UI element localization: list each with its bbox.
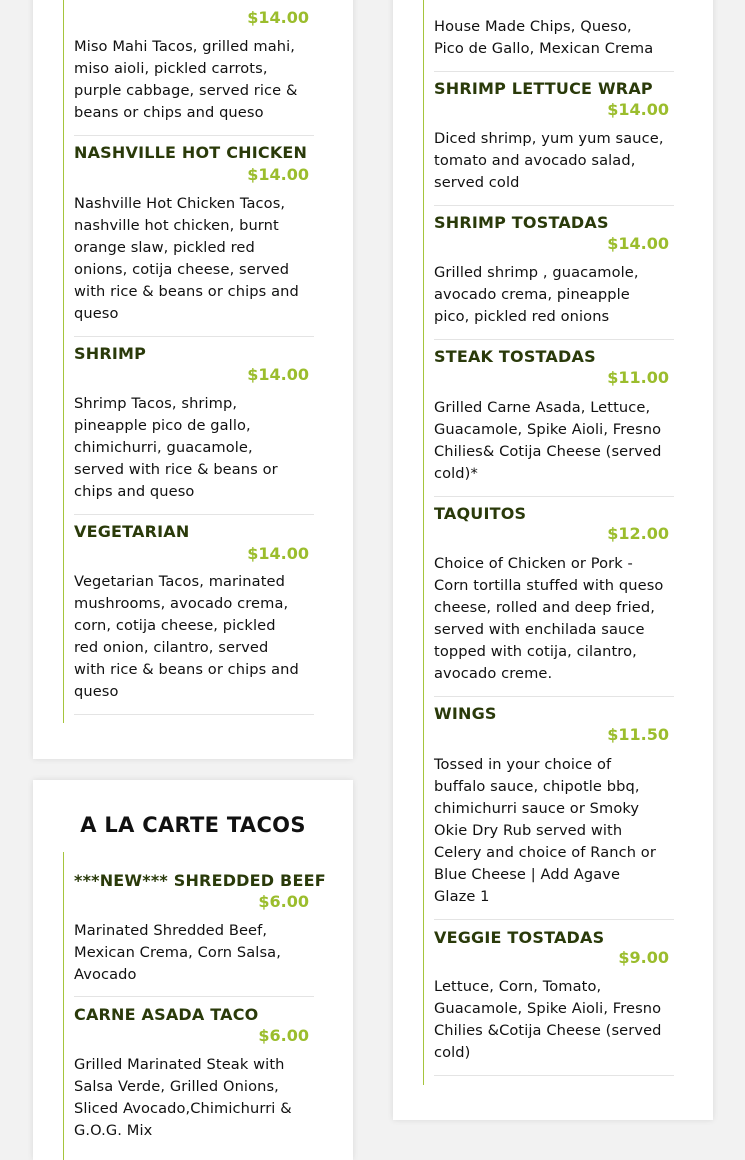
- menu-item-name: ***NEW*** SHREDDED BEEF: [74, 871, 326, 890]
- menu-item-steak-tostadas[interactable]: [434, 339, 674, 497]
- menu-item-shrimp[interactable]: [74, 336, 314, 515]
- menu-item-description: Grilled Carne Asada, Lettuce, Guacamole, Spike Aioli, Fresno Chilies& Cotija Cheese (served cold)*: [434, 399, 662, 482]
- section-title: A LA CARTE TACOS: [80, 813, 306, 837]
- menu-card-right: [393, 0, 713, 1120]
- menu-item-description: Tossed in your choice of buffalo sauce, chipotle bbq, chimichurri sauce or Smoky Okie Dry Rub served with Celery and choice of Ranch or Blue Cheese | Add Agave Glaze 1: [434, 756, 656, 905]
- menu-item-name: SHRIMP LETTUCE WRAP: [434, 79, 653, 98]
- menu-item-name: TAQUITOS: [434, 504, 527, 523]
- menu-item-description: Marinated Shredded Beef, Mexican Crema, Corn Salsa, Avocado: [74, 922, 281, 983]
- menu-items-list: [63, 852, 324, 1160]
- menu-item-price: $6.00: [258, 892, 309, 911]
- menu-item-taquitos[interactable]: [434, 496, 674, 697]
- menu-item-description: Diced shrimp, yum yum sauce, tomato and avocado salad, served cold: [434, 130, 664, 191]
- menu-item-miso-mahi[interactable]: [74, 0, 314, 136]
- menu-item-name: NASHVILLE HOT CHICKEN: [74, 143, 308, 162]
- menu-card-tacos: [33, 0, 353, 759]
- menu-item-name: SHRIMP TOSTADAS: [434, 213, 609, 232]
- menu-item-name: CARNE ASADA TACO: [74, 1005, 259, 1024]
- menu-item-description: Vegetarian Tacos, marinated mushrooms, avocado crema, corn, cotija cheese, pickled red onion, cilantro, served with rice & beans or chips and queso: [74, 573, 299, 700]
- menu-item-name: SHRIMP: [74, 344, 147, 363]
- menu-items-list: [63, 0, 324, 723]
- menu-item-wings[interactable]: [434, 696, 674, 920]
- menu-item-price: $14.00: [607, 100, 669, 119]
- menu-item-nashville-hot-chicken[interactable]: [74, 135, 314, 337]
- menu-item-description: Lettuce, Corn, Tomato, Guacamole, Spike Aioli, Fresno Chilies &Cotija Cheese (served cold): [434, 978, 662, 1061]
- menu-item-price: $11.50: [607, 725, 669, 744]
- menu-item-description: House Made Chips, Queso, Pico de Gallo, Mexican Crema: [434, 18, 654, 57]
- menu-item-price: $14.00: [607, 234, 669, 253]
- menu-item-price: $6.00: [258, 1026, 309, 1045]
- menu-item-description: Nashville Hot Chicken Tacos, nashville hot chicken, burnt orange slaw, pickled red onions, cotija cheese, served with rice & beans or chips and queso: [74, 195, 299, 322]
- menu-item-carne-asada-taco[interactable]: [74, 996, 314, 1160]
- menu-item-description: Miso Mahi Tacos, grilled mahi, miso aioli, pickled carrots, purple cabbage, served rice & beans or chips and queso: [74, 38, 298, 121]
- menu-item-name: [74, 0, 176, 1]
- menu-item-price: $9.00: [618, 948, 669, 967]
- menu-card-a-la-carte: [33, 780, 353, 1160]
- menu-items-list: [423, 0, 684, 1085]
- menu-item-name: VEGETARIAN: [74, 522, 190, 541]
- menu-item-price: $14.00: [247, 8, 309, 27]
- menu-item-shrimp-lettuce-wrap[interactable]: [434, 71, 674, 206]
- menu-item-price: $11.00: [607, 368, 669, 387]
- menu-item-price: $14.00: [247, 544, 309, 563]
- menu-item-shredded-beef[interactable]: [74, 852, 326, 997]
- menu-item-veggie-tostadas[interactable]: [434, 919, 674, 1076]
- menu-item-price: $12.00: [607, 524, 669, 543]
- menu-item-chips-and-queso[interactable]: [434, 0, 674, 72]
- menu-item-name: VEGGIE TOSTADAS: [434, 928, 605, 947]
- menu-item-vegetarian[interactable]: [74, 514, 314, 715]
- menu-item-description: Grilled shrimp , guacamole, avocado crema, pineapple pico, pickled red onions: [434, 264, 639, 325]
- menu-item-name: STEAK TOSTADAS: [434, 347, 596, 366]
- menu-item-name: WINGS: [434, 704, 497, 723]
- menu-item-description: Choice of Chicken or Pork - Corn tortilla stuffed with queso cheese, rolled and deep fried, served with enchilada sauce topped with cotija, cilantro, avocado creme.: [434, 555, 664, 682]
- menu-item-price: $14.00: [247, 165, 309, 184]
- menu-item-description: Grilled Marinated Steak with Salsa Verde, Grilled Onions, Sliced Avocado,Chimichurri & G.O.G. Mix: [74, 1056, 292, 1139]
- menu-item-shrimp-tostadas[interactable]: [434, 205, 674, 340]
- menu-item-description: Shrimp Tacos, shrimp, pineapple pico de gallo, chimichurri, guacamole, served with rice & beans or chips and queso: [74, 395, 278, 500]
- menu-item-price: $14.00: [247, 365, 309, 384]
